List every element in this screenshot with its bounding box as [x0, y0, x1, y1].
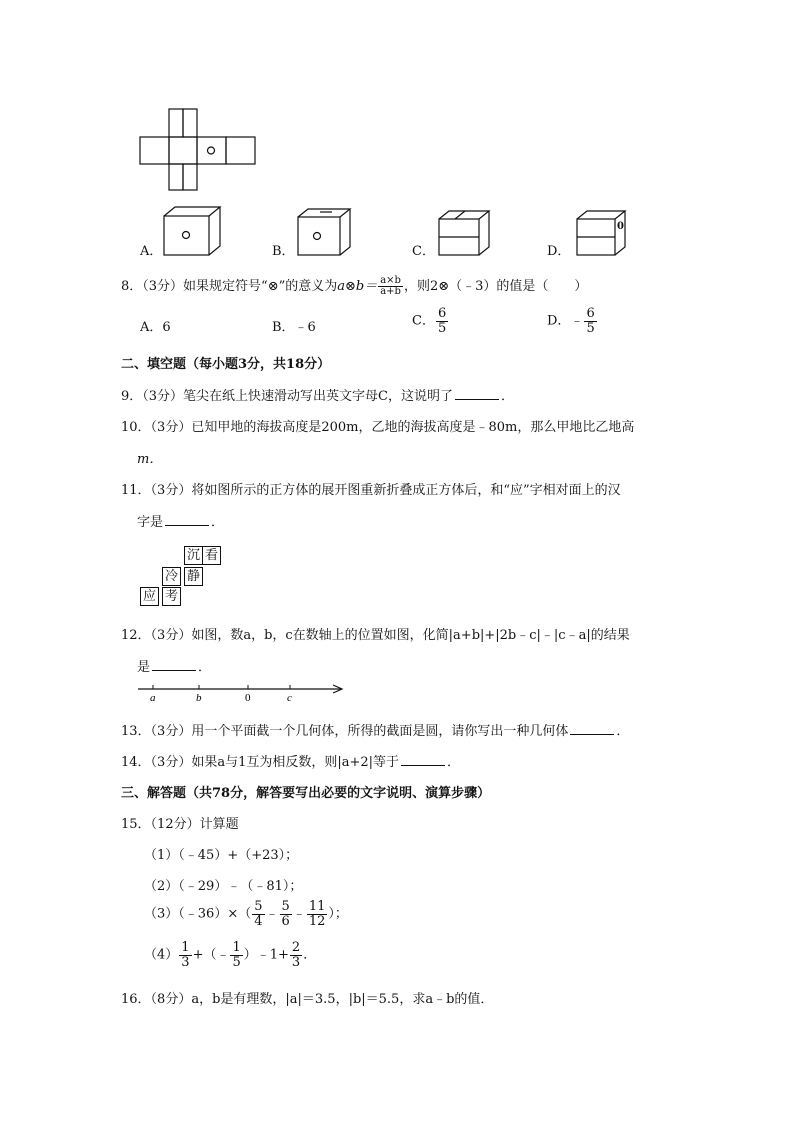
cube-option-a: [162, 205, 224, 257]
q11-line2-text: 字是: [137, 515, 164, 530]
axis-label-c: c: [287, 692, 292, 704]
q13-end: ．: [616, 724, 630, 739]
q15-part-4: [144, 941, 316, 969]
operator: ﹣: [292, 906, 306, 922]
frac-num: 6: [586, 306, 595, 321]
frac-num: 11: [308, 899, 326, 914]
net-cell: 静: [184, 567, 203, 586]
answer-blank[interactable]: [455, 388, 499, 400]
answer-blank[interactable]: [152, 659, 196, 671]
axis-label-0: 0: [245, 692, 251, 704]
question-11-line1: 11．（3分）将如图所示的正方体的展开图重新折叠成正方体后，和“应”字相对面上的汉: [121, 483, 621, 498]
frac-den: 5: [586, 320, 595, 336]
fraction: [307, 900, 328, 928]
q9-text: 9．（3分）笔尖在纸上快速滑动写出英文字母C，这说明了: [121, 389, 453, 404]
question-11-line2: [137, 511, 224, 530]
question-10-line2: [137, 448, 162, 467]
question-16: 16．（8分）a，b是有理数，|a|＝3.5，|b|＝5.5，求a﹣b的值．: [121, 992, 494, 1007]
question-15-title: 15．（12分）计算题: [121, 817, 239, 832]
q8-option-d-label: D．: [547, 313, 571, 329]
cube-option-b: [296, 207, 354, 257]
fraction: [280, 900, 292, 928]
cube-option-d: [575, 209, 629, 257]
frac-den: 3: [291, 954, 301, 970]
q8-option-b: B．﹣6: [272, 320, 316, 335]
q8-option-d: [547, 307, 598, 335]
q8-stem-post: ，则2⊗（﹣3）的值是（ ）: [403, 279, 588, 294]
net-cell: 沉: [184, 546, 203, 565]
section-2-heading: 二、填空题（每小题3分，共18分）: [121, 357, 331, 372]
frac-den: 6: [281, 913, 290, 929]
q10-unit: m．: [137, 452, 163, 467]
frac-den: 3: [181, 954, 190, 970]
character-net-figure: [140, 546, 218, 608]
q15-part-2: （2）（﹣29）﹣（﹣81）；: [144, 879, 303, 894]
fraction: [230, 941, 242, 969]
q15-p3-pre: （3）（﹣36）×（: [144, 906, 252, 922]
operator: ﹣: [265, 906, 279, 922]
q15-p4-post: ．: [303, 947, 317, 963]
q15-p4-mid1: +（﹣: [192, 947, 230, 963]
option-b-label: B．: [272, 244, 295, 259]
fraction: [179, 941, 191, 969]
q8-frac-den: a+b: [380, 286, 401, 297]
q8-option-a: A．6: [140, 320, 171, 335]
frac-den: 5: [232, 954, 241, 970]
number-line: [136, 682, 348, 706]
net-cell: 看: [202, 546, 221, 565]
cube-net-figure: [138, 107, 260, 192]
frac-num: 5: [281, 899, 290, 914]
q12-end: ．: [198, 660, 212, 675]
cube-side-mark: 0: [617, 221, 624, 232]
question-9: [121, 385, 514, 404]
question-10-line1: 10．（3分）已知甲地的海拔高度是200m，乙地的海拔高度是﹣80m，那么甲地比乙地高: [121, 420, 635, 435]
question-14: [121, 751, 460, 770]
q15-p3-post: ）；: [328, 906, 348, 922]
cube-option-c: [437, 209, 491, 257]
option-d-label: D．: [547, 244, 571, 259]
axis-label-b: b: [196, 692, 202, 704]
q8-option-c-fraction: [436, 307, 448, 335]
q15-part-1: （1）（﹣45）+（+23）；: [144, 848, 299, 863]
option-c-label: C．: [412, 244, 435, 259]
section-3-heading: 三、解答题（共78分，解答要写出必要的文字说明、演算步骤）: [121, 786, 491, 801]
question-13: [121, 720, 629, 739]
answer-blank[interactable]: [401, 754, 445, 766]
q8-option-d-sign: ﹣: [570, 313, 584, 329]
q14-text: 14．（3分）如果a与1互为相反数，则|a+2|等于: [121, 755, 400, 770]
frac-num: 1: [232, 940, 241, 955]
net-cell: 考: [162, 587, 181, 606]
question-8: [121, 270, 587, 304]
question-12-line2: [137, 656, 211, 675]
q15-p4-mid2: ）﹣1+: [243, 947, 289, 963]
fraction: [252, 900, 264, 928]
q8-stem-pre: 8．（3分）如果规定符号“⊗”的意义为: [121, 279, 338, 294]
q12-line2-text: 是: [137, 660, 151, 675]
q11-end: ．: [211, 515, 225, 530]
frac-den: 5: [437, 320, 447, 336]
axis-label-a: a: [150, 692, 156, 704]
fraction: [290, 941, 302, 969]
q8-option-c: [412, 307, 449, 335]
q13-text: 13．（3分）用一个平面截一个几何体，所得的截面是圆，请你写出一种几何体: [121, 724, 569, 739]
net-cell: 应: [140, 587, 159, 606]
frac-num: 5: [254, 899, 263, 914]
answer-blank[interactable]: [165, 514, 209, 526]
frac-num: 6: [437, 306, 447, 321]
q8-frac-num: a×b: [380, 274, 401, 286]
option-a-label: A．: [140, 244, 163, 259]
answer-blank[interactable]: [570, 723, 614, 735]
frac-num: 2: [291, 940, 301, 955]
frac-den: 4: [254, 913, 263, 929]
frac-den: 12: [308, 913, 326, 929]
q8-def-fraction: [378, 276, 403, 298]
q15-p4-pre: （4）: [144, 947, 179, 963]
q14-end: ．: [447, 755, 461, 770]
q8-def-lhs: a⊗b＝: [337, 279, 378, 294]
net-cell: 冷: [162, 567, 181, 586]
q8-option-c-label: C．: [412, 313, 435, 329]
q8-option-d-fraction: [584, 307, 596, 335]
q15-part-3: [144, 900, 348, 928]
q9-end: ．: [501, 389, 515, 404]
frac-num: 1: [181, 940, 190, 955]
question-12-line1: 12．（3分）如图，数a，b，c在数轴上的位置如图，化简|a+b|+|2b﹣c|﹣|c﹣a|的结果: [121, 628, 630, 643]
